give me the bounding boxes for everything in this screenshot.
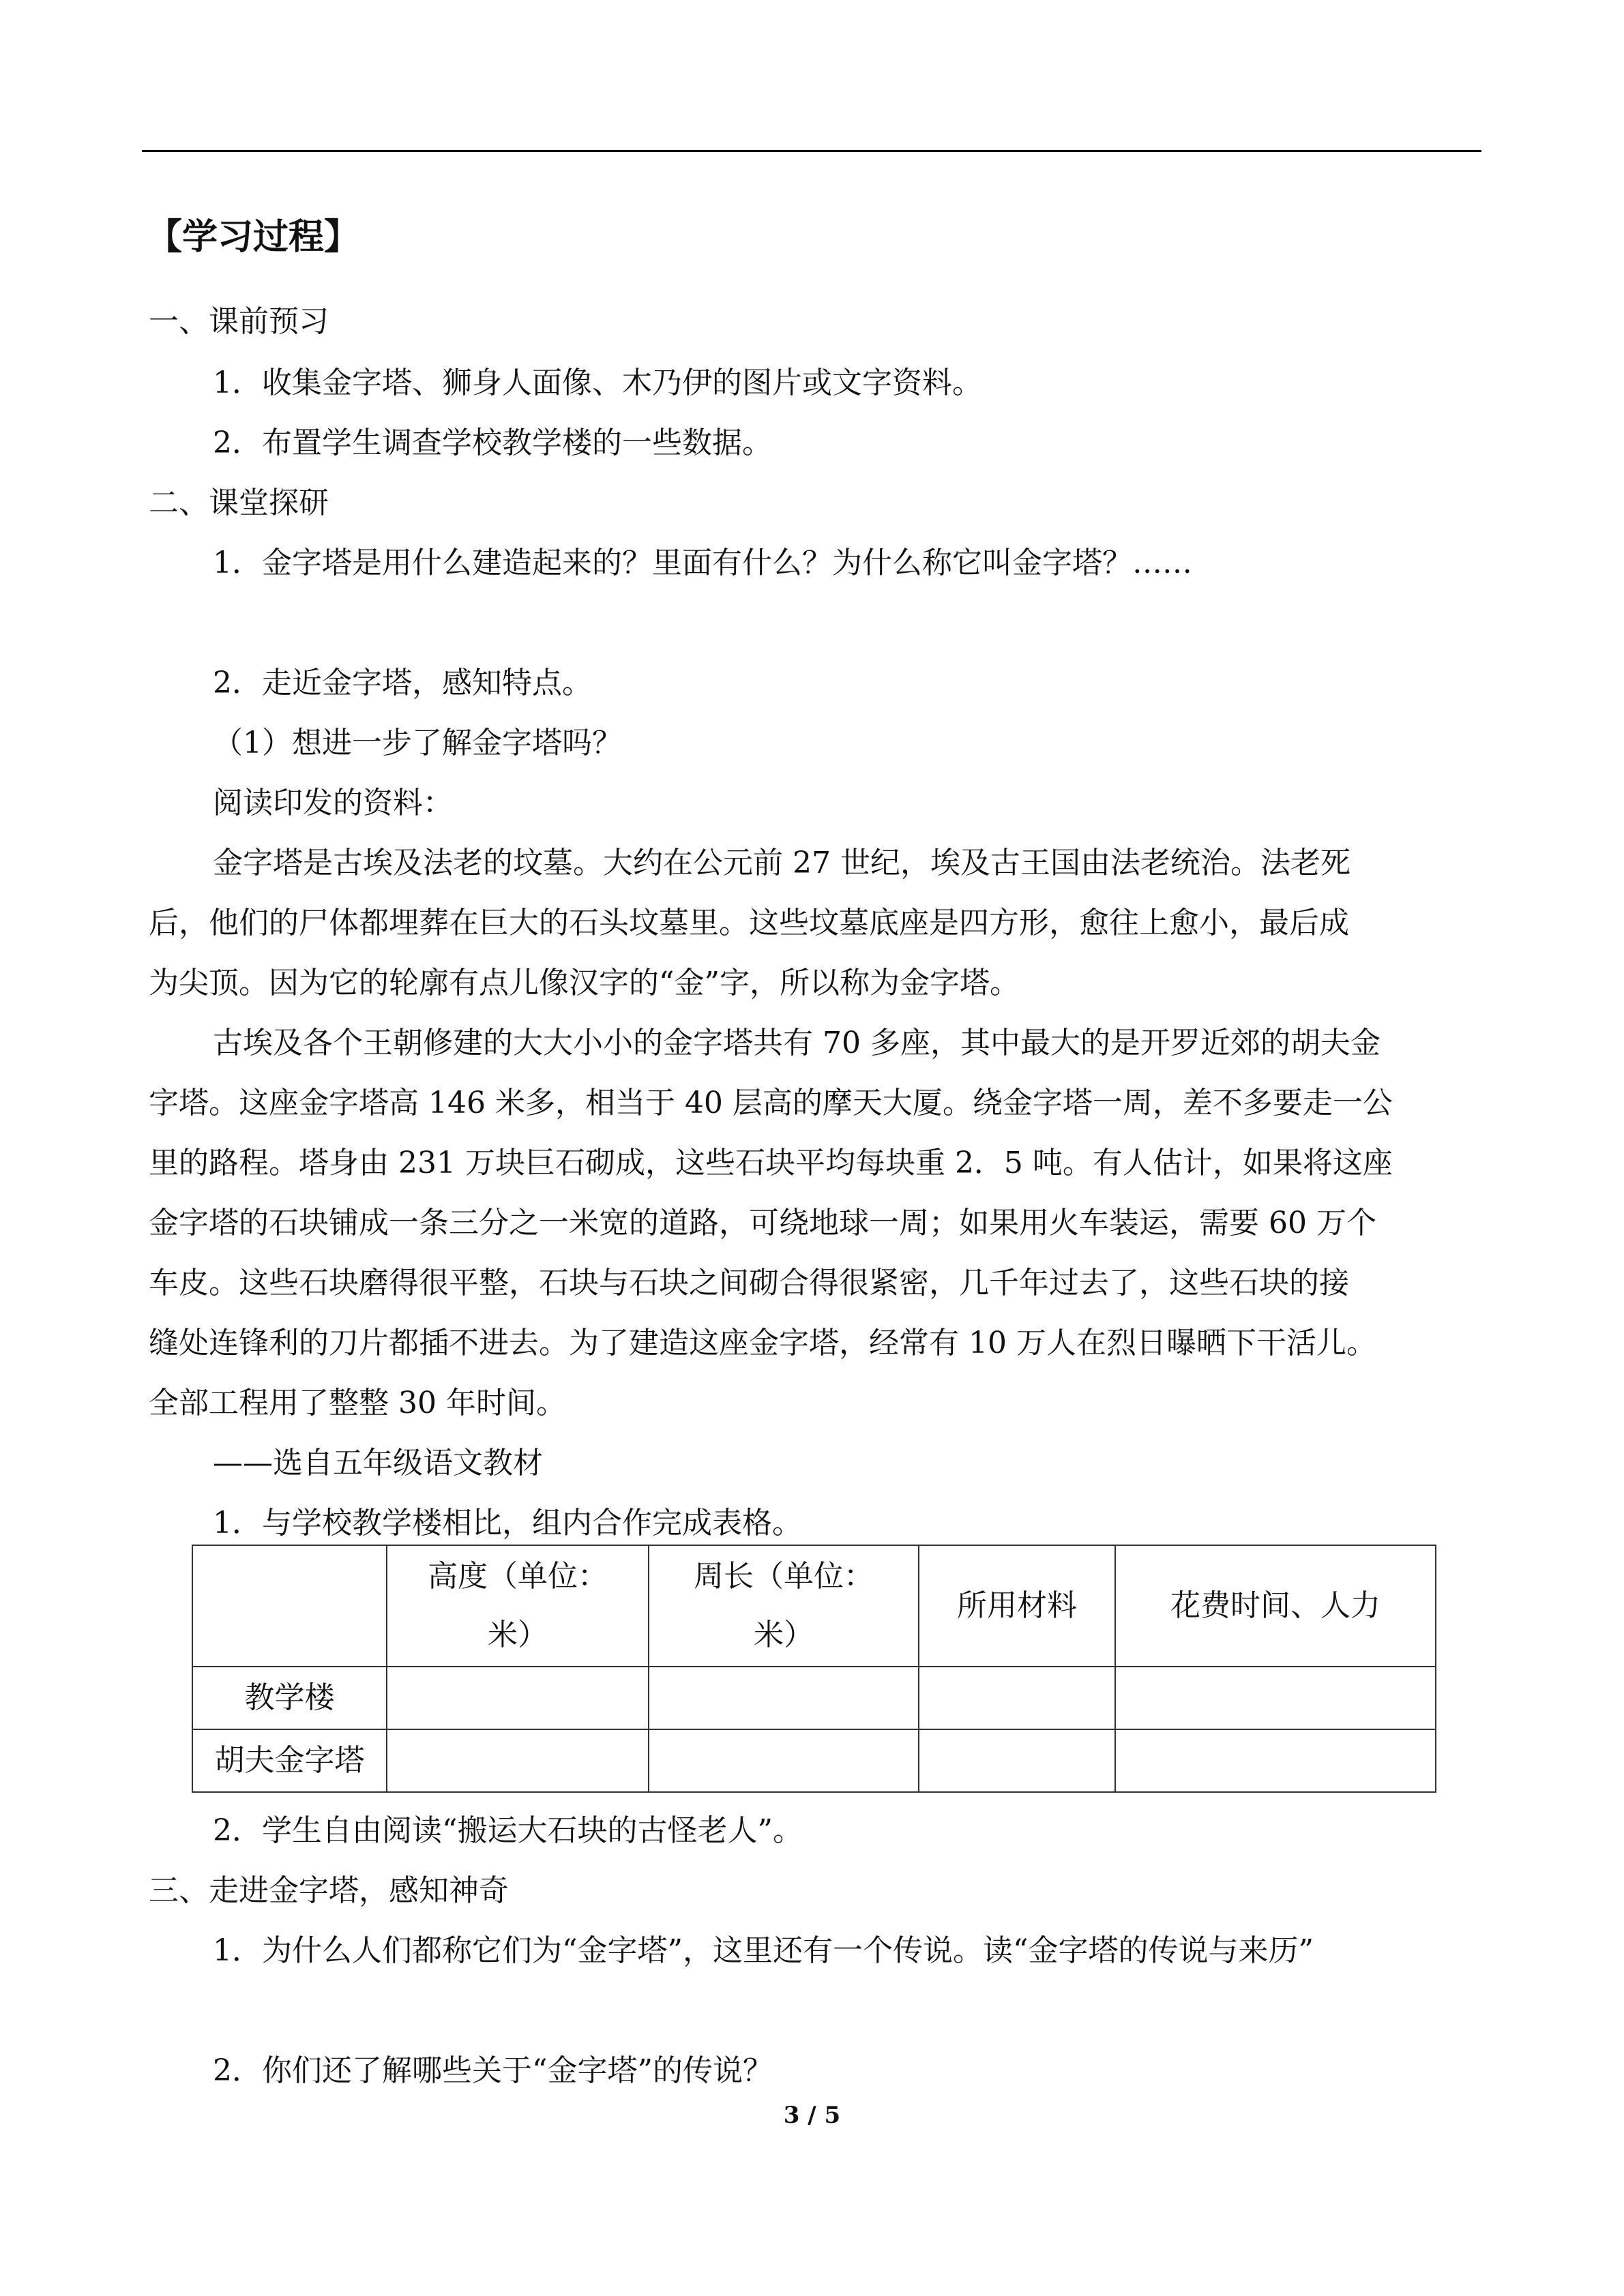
page-number: 3 / 5	[783, 2102, 841, 2129]
paragraph-2-line: 金字塔的石块铺成一条三分之一米宽的道路，可绕地球一周；如果用火车装运，需要 60 万个	[149, 1206, 1376, 1240]
paragraph-2-line: 古埃及各个王朝修建的大大小小的金字塔共有 70 多座，其中最大的是开罗近郊的胡夫金	[213, 1026, 1381, 1060]
s2-question-2-1: （1）想进一步了解金字塔吗？	[213, 726, 622, 760]
table-row	[192, 1729, 1436, 1792]
table-cell	[1115, 1729, 1436, 1792]
table-cell: 胡夫金字塔	[192, 1729, 387, 1792]
table-header-row	[192, 1545, 1436, 1667]
task-2: 2．学生自由阅读“搬运大石块的古怪老人”。	[213, 1813, 803, 1848]
section-1-title: 一、课前预习	[149, 304, 329, 339]
section-2-title: 二、课堂探研	[149, 486, 329, 520]
header-rule	[142, 150, 1481, 152]
table-header-cell: 高度（单位：米）	[387, 1545, 649, 1667]
table-cell	[387, 1667, 649, 1729]
table-header-cell: 所用材料	[919, 1545, 1115, 1667]
section-3-title: 三、走进金字塔，感知神奇	[149, 1873, 509, 1908]
table-cell	[387, 1729, 649, 1792]
table-row	[192, 1667, 1436, 1729]
table-header-cell: 花费时间、人力	[1115, 1545, 1436, 1667]
task-1: 1．与学校教学楼相比，组内合作完成表格。	[213, 1506, 802, 1540]
s1-item-2: 2．布置学生调查学校教学楼的一些数据。	[213, 426, 772, 460]
table-header-cell	[192, 1545, 387, 1667]
s2-question-1: 1．金字塔是用什么建造起来的？里面有什么？为什么称它叫金字塔？……	[213, 546, 1192, 580]
s3-item-2: 2．你们还了解哪些关于“金字塔”的传说？	[213, 2053, 773, 2088]
table-cell	[1115, 1667, 1436, 1729]
source-note: ——选自五年级语文教材	[213, 1446, 543, 1480]
paragraph-1-line: 金字塔是古埃及法老的坟墓。大约在公元前 27 世纪，埃及古王国由法老统治。法老死	[213, 846, 1350, 880]
read-label: 阅读印发的资料：	[213, 786, 453, 820]
table-cell: 教学楼	[192, 1667, 387, 1729]
paragraph-1-line: 为尖顶。因为它的轮廓有点儿像汉字的“金”字，所以称为金字塔。	[149, 966, 1020, 1000]
paragraph-2-line: 里的路程。塔身由 231 万块巨石砌成，这些石块平均每块重 2．5 吨。有人估计，如果将这座	[149, 1146, 1393, 1180]
table-cell	[919, 1667, 1115, 1729]
section-heading: 【学习过程】	[147, 216, 360, 258]
table-cell	[649, 1729, 919, 1792]
paragraph-2-line: 字塔。这座金字塔高 146 米多，相当于 40 层高的摩天大厦。绕金字塔一周，差不多要走一公	[149, 1086, 1393, 1120]
paragraph-2-line: 缝处连锋利的刀片都插不进去。为了建造这座金字塔，经常有 10 万人在烈日曝晒下干活儿。	[149, 1326, 1376, 1360]
s2-question-2: 2．走近金字塔，感知特点。	[213, 666, 592, 700]
comparison-table	[192, 1545, 1436, 1793]
paragraph-1-line: 后，他们的尸体都埋葬在巨大的石头坟墓里。这些坟墓底座是四方形，愈往上愈小，最后成	[149, 906, 1349, 940]
table-header-cell: 周长（单位：米）	[649, 1545, 919, 1667]
s3-item-1: 1．为什么人们都称它们为“金字塔”，这里还有一个传说。读“金字塔的传说与来历”	[213, 1933, 1314, 1968]
table-cell	[919, 1729, 1115, 1792]
s1-item-1: 1．收集金字塔、狮身人面像、木乃伊的图片或文字资料。	[213, 366, 982, 400]
paragraph-2-line: 车皮。这些石块磨得很平整，石块与石块之间砌合得很紧密，几千年过去了，这些石块的接	[149, 1266, 1349, 1300]
paragraph-2-line: 全部工程用了整整 30 年时间。	[149, 1386, 566, 1420]
table-cell	[649, 1667, 919, 1729]
